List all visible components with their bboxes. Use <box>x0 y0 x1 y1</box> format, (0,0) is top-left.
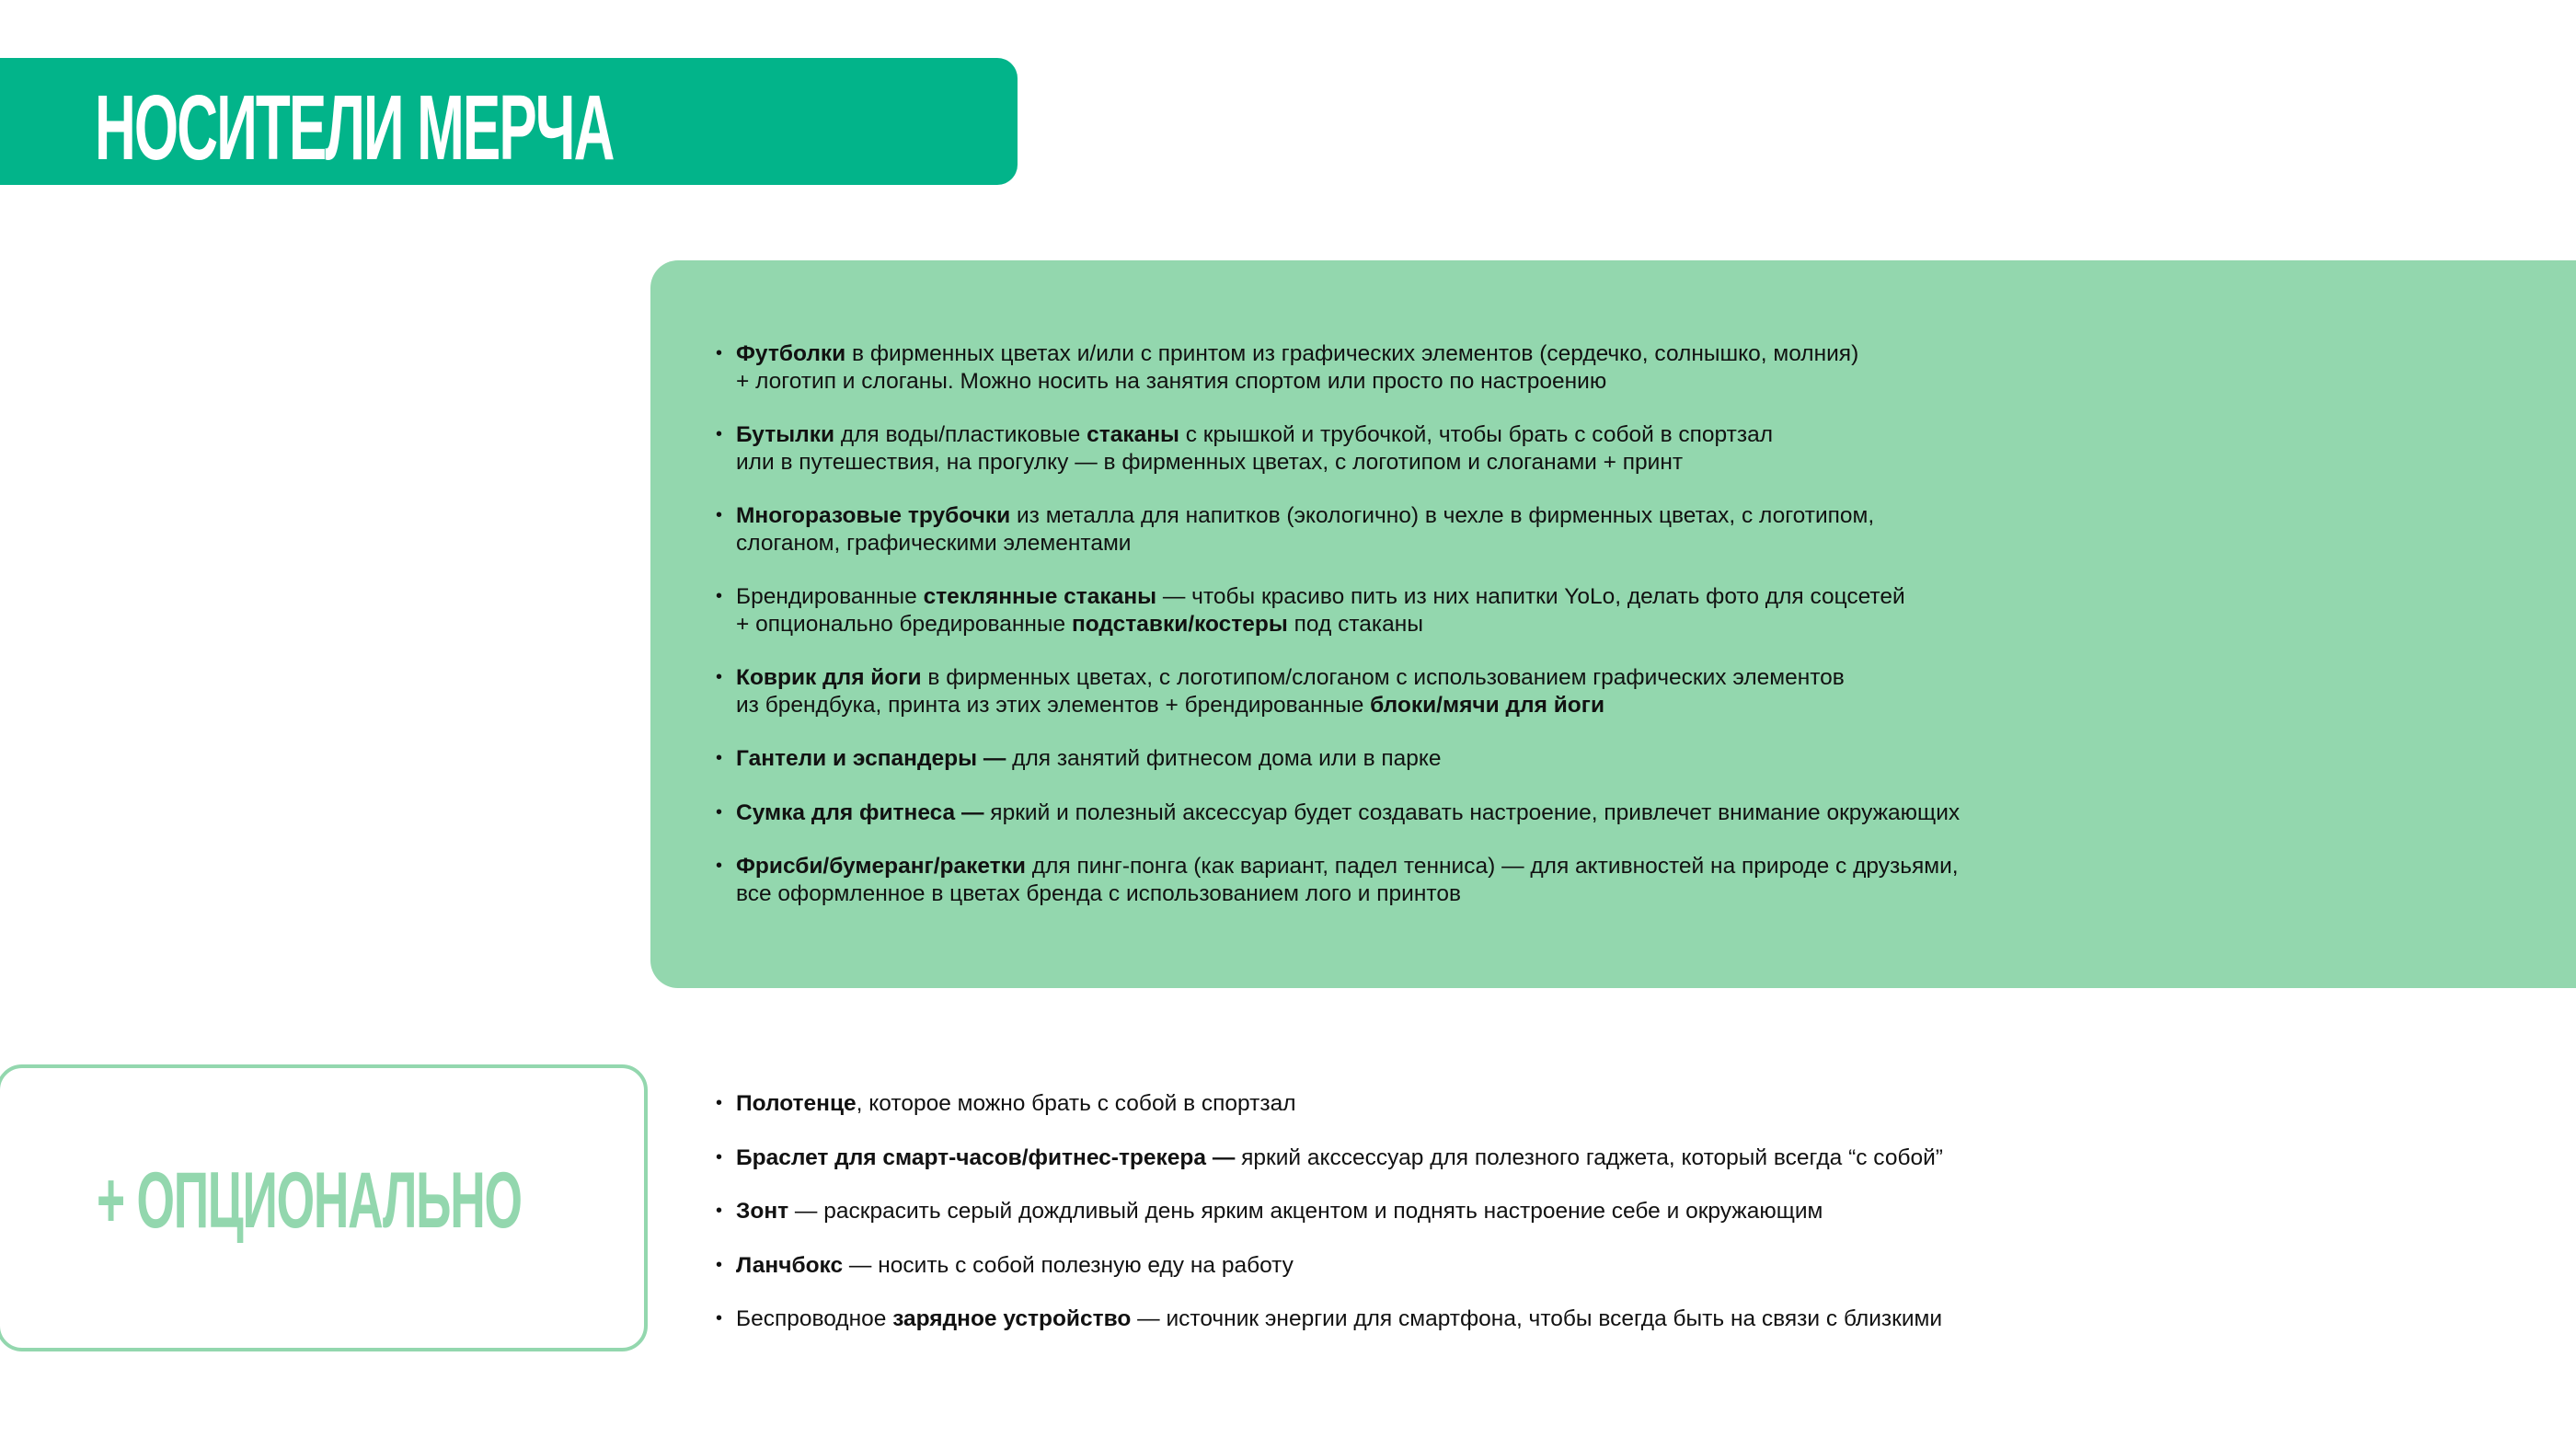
item-keyword: Браслет для смарт-часов/фитнес-трекера — <box>736 1144 1236 1170</box>
item-keyword: Ланчбокс <box>736 1252 844 1278</box>
bullet-icon: • <box>716 1308 723 1328</box>
item-text: или в путешествия, на прогулку — в фирменных цветах, с логотипом и слоганами + принт <box>736 449 1684 475</box>
merch-item <box>716 340 1960 395</box>
item-keyword: Многоразовые трубочки <box>736 503 1011 528</box>
item-keyword: Зонт <box>736 1199 789 1224</box>
item-text: яркий акссессуар для полезного гаджета, который всегда “с собой” <box>1235 1144 1943 1170</box>
item-text: из металла для напитков (экологично) в чехле в фирменных цветах, с логотипом, <box>1010 503 1875 528</box>
bullet-icon: • <box>716 667 723 687</box>
item-text: Брендированные <box>736 584 924 609</box>
bullet-icon: • <box>716 1146 723 1167</box>
item-text: из брендбука, принта из этих элементов + брендированные <box>736 692 1371 718</box>
item-text: — носить с собой полезную еду на работу <box>843 1252 1294 1278</box>
optional-item <box>716 1252 1943 1280</box>
merch-item <box>716 799 1960 827</box>
merch-item <box>716 664 1960 719</box>
item-keyword: стаканы <box>1087 422 1179 447</box>
bullet-icon: • <box>716 1201 723 1221</box>
item-text: для воды/пластиковые <box>834 422 1087 447</box>
page-title: НОСИТЕЛИ МЕРЧА <box>95 76 614 179</box>
merch-item <box>716 583 1960 638</box>
bullet-icon: • <box>716 1093 723 1113</box>
bullet-icon: • <box>716 1254 723 1275</box>
optional-heading: + ОПЦИОНАЛЬНО <box>97 1156 522 1245</box>
item-keyword: зарядное устройство <box>892 1306 1132 1331</box>
optional-item <box>716 1090 1943 1118</box>
bullet-icon: • <box>716 856 723 876</box>
bullet-icon: • <box>716 343 723 363</box>
item-text: с крышкой и трубочкой, чтобы брать с собой в спортзал <box>1179 422 1774 447</box>
optional-item <box>716 1144 1943 1172</box>
item-keyword: стеклянные стаканы <box>923 584 1157 609</box>
item-keyword: подставки/костеры <box>1071 611 1288 637</box>
bullet-icon: • <box>716 748 723 768</box>
main-merch-list <box>716 340 1960 934</box>
item-text: в фирменных цветах и/или с принтом из графических элементов (сердечко, солнышко, молния) <box>845 341 1859 366</box>
item-text: — чтобы красиво пить из них напитки YoLo, делать фото для соцсетей <box>1156 584 1905 609</box>
merch-item <box>716 745 1960 773</box>
item-text: в фирменных цветах, с логотипом/слоганом с использованием графических элементов <box>921 665 1845 690</box>
item-text: под стаканы <box>1287 611 1423 637</box>
item-keyword: Полотенце <box>736 1091 857 1116</box>
item-text: + логотип и слоганы. Можно носить на занятия спортом или просто по настроению <box>736 368 1607 394</box>
merch-item <box>716 421 1960 476</box>
bullet-icon: • <box>716 505 723 525</box>
optional-item <box>716 1305 1943 1333</box>
title-bar <box>0 58 1018 185</box>
item-keyword: Бутылки <box>736 422 835 447</box>
bullet-icon: • <box>716 424 723 444</box>
bullet-icon: • <box>716 801 723 822</box>
item-keyword: Гантели и эспандеры — <box>736 746 1006 771</box>
item-text: яркий и полезный аксессуар будет создавать настроение, привлечет внимание окружающих <box>983 799 1961 825</box>
item-text: слоганом, графическими элементами <box>736 530 1132 556</box>
item-keyword: блоки/мячи для йоги <box>1370 692 1605 718</box>
item-text: — источник энергии для смартфона, чтобы всегда быть на связи с близкими <box>1131 1306 1943 1331</box>
bullet-icon: • <box>716 586 723 606</box>
item-text: — раскрасить серый дождливый день ярким акцентом и поднять настроение себе и окружающим <box>788 1199 1823 1224</box>
item-keyword: Коврик для йоги <box>736 665 922 690</box>
item-text: + опционально бредированные <box>736 611 1072 637</box>
item-keyword: Фрисби/бумеранг/ракетки <box>736 854 1026 879</box>
item-text: для занятий фитнесом дома или в парке <box>1006 746 1442 771</box>
item-text: , которое можно брать с собой в спортзал <box>856 1091 1296 1116</box>
item-text: все оформленное в цветах бренда с использованием лого и принтов <box>736 880 1461 906</box>
item-keyword: Футболки <box>736 341 846 366</box>
item-text: Беспроводное <box>736 1306 893 1331</box>
optional-merch-list <box>716 1090 1943 1360</box>
item-text: для пинг-понга (как вариант, падел тенниса) — для активностей на природе с друзьями, <box>1025 854 1959 879</box>
item-keyword: Сумка для фитнеса — <box>736 799 984 825</box>
merch-item <box>716 853 1960 907</box>
optional-item <box>716 1198 1943 1225</box>
merch-item <box>716 502 1960 557</box>
